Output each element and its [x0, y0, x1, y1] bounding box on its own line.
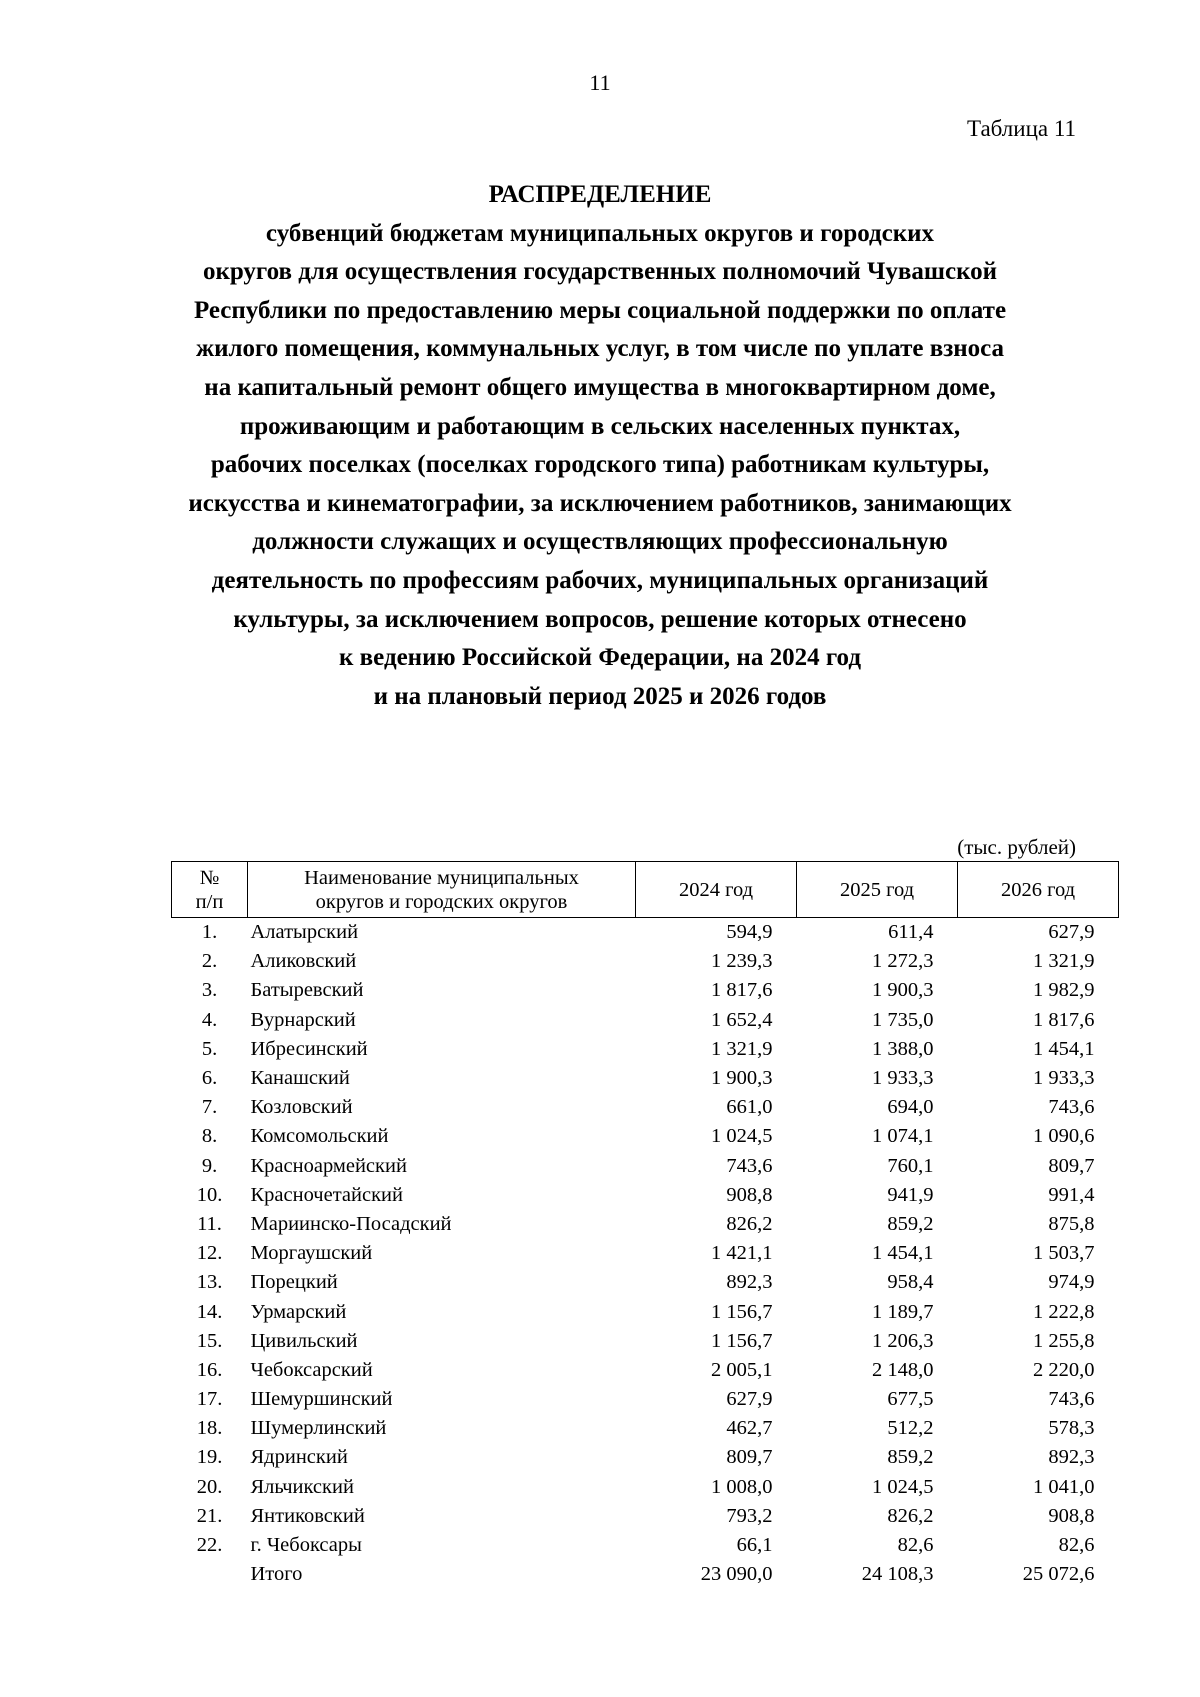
value-2024-cell: 627,9: [726, 1388, 773, 1411]
value-2024-cell: 1 321,9: [711, 1037, 773, 1060]
value-2026-cell: 908,8: [1048, 1504, 1095, 1527]
municipality-name-cell: Шумерлинский: [250, 1417, 387, 1440]
row-number-cell: 18.: [196, 1417, 223, 1440]
value-2025-cell: 1 074,1: [872, 1125, 934, 1148]
value-2026-cell: 974,9: [1048, 1271, 1095, 1294]
value-2024-cell: 2 005,1: [711, 1358, 773, 1381]
value-2025-cell: 1 454,1: [872, 1242, 934, 1265]
row-number-cell: 8.: [201, 1125, 218, 1148]
value-2026-cell: 743,6: [1048, 1096, 1095, 1119]
value-2025-cell: 1 024,5: [872, 1475, 934, 1498]
value-2024-cell: 826,2: [726, 1212, 773, 1235]
row-number-cell: 7.: [201, 1096, 218, 1119]
value-2026-cell: 25 072,6: [1022, 1563, 1095, 1586]
value-2024-cell: 793,2: [726, 1504, 773, 1527]
municipality-name-cell: Козловский: [250, 1096, 353, 1119]
value-2026-cell: 809,7: [1048, 1154, 1095, 1177]
row-number-cell: 19.: [196, 1446, 223, 1469]
table-row: [172, 1531, 1119, 1560]
municipality-name-cell: Яльчикский: [250, 1475, 354, 1498]
table-row: [172, 1356, 1119, 1385]
row-number-cell: 14.: [196, 1300, 223, 1323]
document-title: [150, 176, 1050, 716]
row-number-cell: 4.: [201, 1008, 218, 1031]
value-2025-cell: 1 189,7: [872, 1300, 934, 1323]
value-2025-cell: 1 933,3: [872, 1067, 934, 1090]
value-2024-cell: 661,0: [726, 1096, 773, 1119]
value-2024-cell: 23 090,0: [700, 1563, 773, 1586]
header-2026: 2026 год: [958, 862, 1119, 918]
table-row: [172, 1064, 1119, 1093]
title-line: искусства и кинематографии, за исключением работников, занимающих: [188, 489, 1012, 517]
header-2025: 2025 год: [797, 862, 958, 918]
value-2025-cell: 2 148,0: [872, 1358, 934, 1381]
table-row: [172, 947, 1119, 976]
title-line: деятельность по профессиям рабочих, муниципальных организаций: [211, 566, 989, 594]
municipality-name-cell: Моргаушский: [250, 1242, 373, 1265]
row-number-cell: 16.: [196, 1358, 223, 1381]
table-row: [172, 976, 1119, 1005]
table-row: [172, 1502, 1119, 1531]
row-number-cell: 10.: [196, 1183, 223, 1206]
table-row: [172, 1327, 1119, 1356]
value-2026-cell: 1 982,9: [1033, 979, 1095, 1002]
value-2026-cell: 578,3: [1048, 1417, 1095, 1440]
value-2026-cell: 82,6: [1058, 1534, 1095, 1557]
value-2025-cell: 694,0: [887, 1096, 934, 1119]
table-row: [172, 1006, 1119, 1035]
title-line: Республики по предоставлению меры социальной поддержки по оплате: [193, 296, 1007, 324]
title-line: округов для осуществления государственных полномочий Чувашской: [202, 258, 998, 286]
row-number-cell: [172, 1560, 248, 1589]
value-2026-cell: 1 503,7: [1033, 1242, 1095, 1265]
title-line: к ведению Российской Федерации, на 2024 год: [339, 644, 861, 672]
value-2025-cell: 941,9: [887, 1183, 934, 1206]
municipality-name-cell: Шемуршинский: [250, 1388, 393, 1411]
value-2025-cell: 1 900,3: [872, 979, 934, 1002]
municipality-name-cell: Урмарский: [250, 1300, 347, 1323]
value-2026-cell: 1 321,9: [1033, 950, 1095, 973]
value-2024-cell: 1 156,7: [711, 1329, 773, 1352]
value-2024-cell: 743,6: [726, 1154, 773, 1177]
municipality-name-cell: Канашский: [250, 1067, 350, 1090]
value-2024-cell: 1 156,7: [711, 1300, 773, 1323]
value-2026-cell: 1 222,8: [1033, 1300, 1095, 1323]
row-number-cell: 1.: [201, 921, 218, 944]
row-number-cell: 15.: [196, 1329, 223, 1352]
title-line: рабочих поселках (поселках городского типа) работникам культуры,: [210, 451, 990, 479]
municipality-name-cell: Красноармейский: [250, 1154, 407, 1177]
row-number-cell: 11.: [197, 1212, 222, 1235]
value-2024-cell: 1 421,1: [711, 1242, 773, 1265]
total-row: [172, 1560, 1119, 1589]
value-2026-cell: 1 255,8: [1033, 1329, 1095, 1352]
municipality-name-cell: Янтиковский: [250, 1504, 365, 1527]
row-number-cell: 2.: [201, 950, 218, 973]
title-line: жилого помещения, коммунальных услуг, в том числе по уплате взноса: [195, 335, 1005, 363]
title-line: на капитальный ремонт общего имущества в многоквартирном доме,: [204, 373, 996, 401]
value-2025-cell: 1 388,0: [872, 1037, 934, 1060]
table-row: [172, 1414, 1119, 1443]
municipality-name-cell: Порецкий: [250, 1271, 338, 1294]
page-number: 11: [589, 70, 611, 95]
value-2025-cell: 859,2: [887, 1446, 934, 1469]
units-label: (тыс. рублей): [957, 835, 1076, 859]
value-2024-cell: 1 900,3: [711, 1067, 773, 1090]
municipality-name-cell: Мариинско-Посадский: [250, 1212, 452, 1235]
municipality-name-cell: Аликовский: [250, 950, 357, 973]
value-2024-cell: 892,3: [726, 1271, 773, 1294]
row-number-cell: 20.: [196, 1475, 223, 1498]
municipality-name-cell: Комсомольский: [250, 1125, 389, 1148]
value-2024-cell: 809,7: [726, 1446, 773, 1469]
header-name-line2: округов и городских округов: [315, 890, 568, 913]
municipality-name-cell: г. Чебоксары: [250, 1534, 362, 1557]
table-row: [172, 1093, 1119, 1122]
table-row: [172, 1122, 1119, 1151]
table-label: Таблица 11: [966, 116, 1076, 141]
table-header-row: [172, 862, 1119, 918]
title-line: и на плановый период 2025 и 2026 годов: [373, 682, 827, 710]
value-2025-cell: 826,2: [887, 1504, 934, 1527]
value-2025-cell: 24 108,3: [861, 1563, 934, 1586]
municipality-name-cell: Ядринский: [250, 1446, 348, 1469]
row-number-cell: 17.: [196, 1388, 223, 1411]
municipality-name-cell: Вурнарский: [250, 1008, 356, 1031]
municipality-name-cell: Батыревский: [250, 979, 364, 1002]
title-line: культуры, за исключением вопросов, решение которых отнесено: [233, 605, 967, 633]
table-row: [172, 1152, 1119, 1181]
value-2025-cell: 677,5: [887, 1388, 934, 1411]
value-2025-cell: 760,1: [887, 1154, 934, 1177]
table-row: [172, 1443, 1119, 1472]
municipality-name-cell: Итого: [250, 1563, 303, 1586]
value-2025-cell: 1 735,0: [872, 1008, 934, 1031]
municipality-name-cell: Алатырский: [250, 921, 359, 944]
header-2024: 2024 год: [636, 862, 797, 918]
table-row: [172, 918, 1119, 948]
value-2026-cell: 875,8: [1048, 1212, 1095, 1235]
header-name-line1: Наименование муниципальных: [304, 866, 579, 889]
table-row: [172, 1473, 1119, 1502]
value-2026-cell: 991,4: [1048, 1183, 1095, 1206]
table-row: [172, 1385, 1119, 1414]
header-name: [248, 862, 636, 918]
value-2026-cell: 1 933,3: [1033, 1067, 1095, 1090]
value-2024-cell: 462,7: [726, 1417, 773, 1440]
table-row: [172, 1210, 1119, 1239]
value-2024-cell: 1 239,3: [711, 950, 773, 973]
title-main: РАСПРЕДЕЛЕНИЕ: [488, 181, 712, 208]
value-2024-cell: 908,8: [726, 1183, 773, 1206]
value-2024-cell: 594,9: [726, 921, 773, 944]
table-body: [172, 918, 1119, 1590]
title-line: должности служащих и осуществляющих профессиональную: [252, 528, 948, 556]
value-2026-cell: 2 220,0: [1033, 1358, 1095, 1381]
row-number-cell: 3.: [201, 979, 218, 1002]
table-row: [172, 1035, 1119, 1064]
value-2026-cell: 1 454,1: [1033, 1037, 1095, 1060]
subvention-table: [171, 861, 1119, 1589]
table-row: [172, 1268, 1119, 1297]
value-2026-cell: 1 090,6: [1033, 1125, 1095, 1148]
title-line: проживающим и работающим в сельских населенных пунктах,: [239, 412, 961, 440]
header-number-line1: №: [199, 866, 220, 889]
value-2025-cell: 82,6: [897, 1534, 934, 1557]
table-row: [172, 1297, 1119, 1326]
header-number: [172, 862, 248, 918]
municipality-name-cell: Цивильский: [250, 1329, 358, 1352]
value-2025-cell: 1 206,3: [872, 1329, 934, 1352]
row-number-cell: 9.: [201, 1154, 218, 1177]
value-2024-cell: 1 652,4: [711, 1008, 773, 1031]
row-number-cell: 22.: [196, 1534, 223, 1557]
row-number-cell: 13.: [196, 1271, 223, 1294]
value-2026-cell: 627,9: [1048, 921, 1095, 944]
row-number-cell: 5.: [201, 1037, 218, 1060]
municipality-name-cell: Красночетайский: [250, 1183, 403, 1206]
row-number-cell: 12.: [196, 1242, 223, 1265]
value-2025-cell: 1 272,3: [872, 950, 934, 973]
table-row: [172, 1239, 1119, 1268]
value-2026-cell: 1 817,6: [1033, 1008, 1095, 1031]
value-2025-cell: 859,2: [887, 1212, 934, 1235]
value-2025-cell: 611,4: [888, 921, 934, 944]
header-number-line2: п/п: [195, 890, 224, 913]
value-2024-cell: 1 008,0: [711, 1475, 773, 1498]
row-number-cell: 21.: [196, 1504, 223, 1527]
value-2025-cell: 958,4: [887, 1271, 934, 1294]
value-2024-cell: 66,1: [736, 1534, 773, 1557]
value-2025-cell: 512,2: [887, 1417, 934, 1440]
value-2024-cell: 1 817,6: [711, 979, 773, 1002]
title-line: субвенций бюджетам муниципальных округов и городских: [265, 219, 935, 247]
table-row: [172, 1181, 1119, 1210]
municipality-name-cell: Чебоксарский: [250, 1358, 373, 1381]
value-2026-cell: 1 041,0: [1033, 1475, 1095, 1498]
value-2024-cell: 1 024,5: [711, 1125, 773, 1148]
value-2026-cell: 892,3: [1048, 1446, 1095, 1469]
municipality-name-cell: Ибресинский: [250, 1037, 368, 1060]
value-2026-cell: 743,6: [1048, 1388, 1095, 1411]
row-number-cell: 6.: [201, 1067, 218, 1090]
